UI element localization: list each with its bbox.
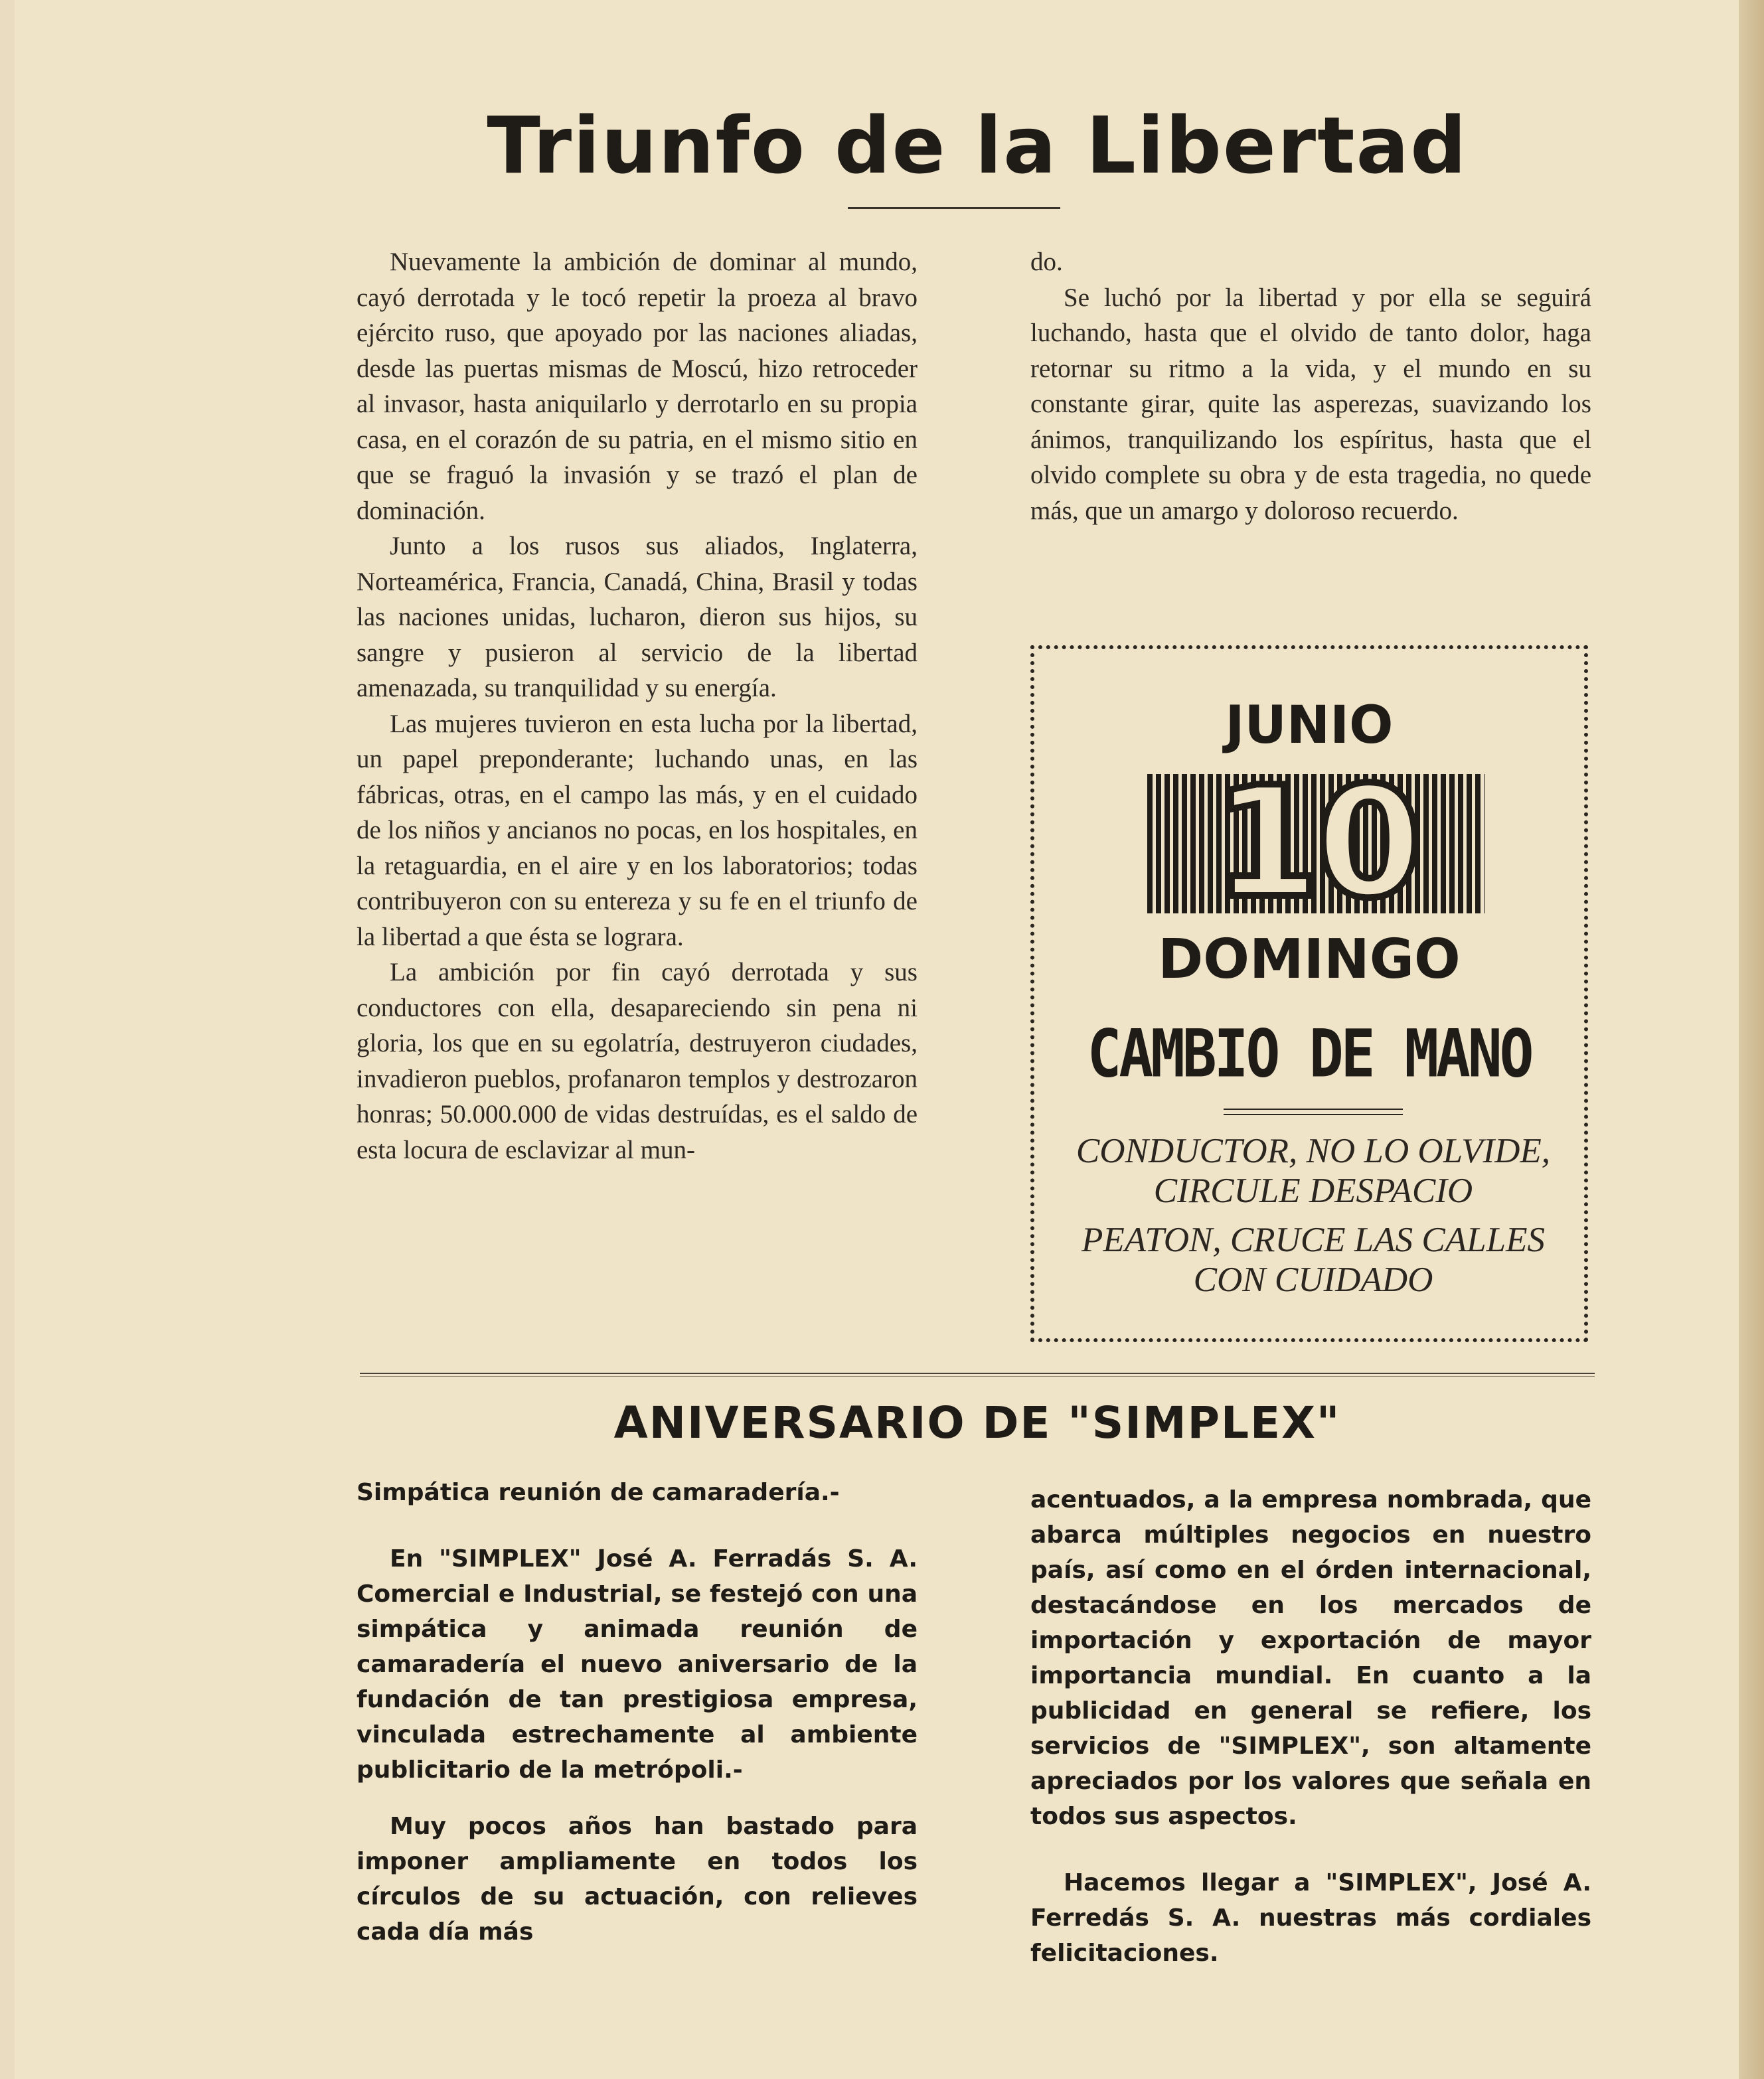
paragraph: Hacemos llegar a "SIMPLEX", José A. Ferredás S. A. nuestras más cordiales felicitaciones. <box>1030 1869 1591 1967</box>
notice-day: 10 <box>1213 755 1419 932</box>
notice-driver-message: CONDUCTOR, NO LO OLVIDE, CIRCULE DESPACIO <box>1076 1132 1551 1210</box>
page-edge <box>1739 0 1764 2079</box>
article2-title: ANIVERSARIO DE "SIMPLEX" <box>613 1397 1341 1448</box>
article-column-left <box>357 244 918 1168</box>
notice-divider <box>1224 1109 1403 1115</box>
paragraph: Nuevamente la ambición de dominar al mundo, cayó derrotada y le tocó repetir la proeza al bravo ejército ruso, que apoyado por las naciones aliadas, desde las puertas mismas de Moscú, hizo retroceder al invasor, hasta aniquilarlo y derrotarlo en su propia casa, en el corazón de su patria, en el mismo sitio en que se fraguó la invasión y se trazó el plan de dominación. <box>357 248 918 525</box>
notice-day-number <box>1147 755 1484 932</box>
notice-weekday: DOMINGO <box>1158 928 1461 991</box>
magazine-page <box>15 0 1741 2079</box>
section-divider <box>360 1373 1595 1374</box>
article2-column-right <box>1030 1482 1591 1971</box>
notice-pedestrian-message: PEATON, CRUCE LAS CALLES CON CUIDADO <box>1082 1221 1545 1299</box>
paragraph: En "SIMPLEX" José A. Ferradás S. A. Comercial e Industrial, se festejó con una simpática y animada reunión de camaradería el nuevo aniversario de la fundación de tan prestigiosa empresa, vinculada estrechamente al ambiente publicitario de la metrópoli.- <box>357 1545 918 1784</box>
paragraph: Junto a los rusos sus aliados, Inglaterra, Norteamérica, Francia, Canadá, China, Brasil y todas las naciones unidas, lucharon, dieron sus hijos, su sangre y pusieron al servicio de la libertad amenazada, su tranquilidad y su energía. <box>357 532 918 702</box>
paragraph: Se luchó por la libertad y por ella se seguirá luchando, hasta que el olvido de tanto dolor, haga retornar su ritmo a la vida, y el mundo en su constante girar, quite las asperezas, suavizando los ánimos, tranquilizando los espíritus, hasta que el olvido complete su obra y de esta tragedia, no quede más, que un amargo y doloroso recuerdo. <box>1030 283 1591 525</box>
paragraph: do. <box>1030 248 1063 276</box>
title-rule <box>848 207 1060 209</box>
notice-month: JUNIO <box>1225 696 1394 755</box>
article2-subhead: Simpática reunión de camaradería.- <box>357 1479 840 1506</box>
article-column-right <box>1030 244 1591 528</box>
paragraph: Muy pocos años han bastado para imponer ampliamente en todos los círculos de su actuación, con relieves cada día más <box>357 1813 918 1946</box>
paragraph: Las mujeres tuvieron en esta lucha por la libertad, un papel preponderante; luchando unas, en las fábricas, otras, en el campo las más, y en el cuidado de los niños y ancianos no pocas, en los hospitales, en la retaguardia, en el aire y en los laboratorios; todas contribuyeron con su entereza y su fe en el triunfo de la libertad a que ésta se lograra. <box>357 709 918 951</box>
article-title: Triunfo de la Libertad <box>487 100 1468 191</box>
notice-headline: CAMBIO DE MANO <box>1087 1016 1532 1093</box>
article2-column-left <box>357 1475 918 1950</box>
paragraph: acentuados, a la empresa nombrada, que abarca múltiples negocios en nuestro país, así como en el órden internacional, destacándose en los mercados de importación y exportación de mayor importancia mundial. En cuanto a la publicidad en general se refiere, los servicios de "SIMPLEX", son altamente apreciados por los valores que señala en todos sus aspectos. <box>1030 1486 1591 1830</box>
paragraph: La ambición por fin cayó derrotada y sus conductores con ella, desapareciendo sin pena ni gloria, los que en su egolatría, destruyeron ciudades, invadieron pueblos, profanaron templos y destrozaron honras; 50.000.000 de vidas destruídas, es el saldo de esta locura de esclavizar al mun- <box>357 958 918 1164</box>
section-divider-thin <box>360 1376 1595 1377</box>
traffic-notice-box <box>1030 645 1588 1342</box>
